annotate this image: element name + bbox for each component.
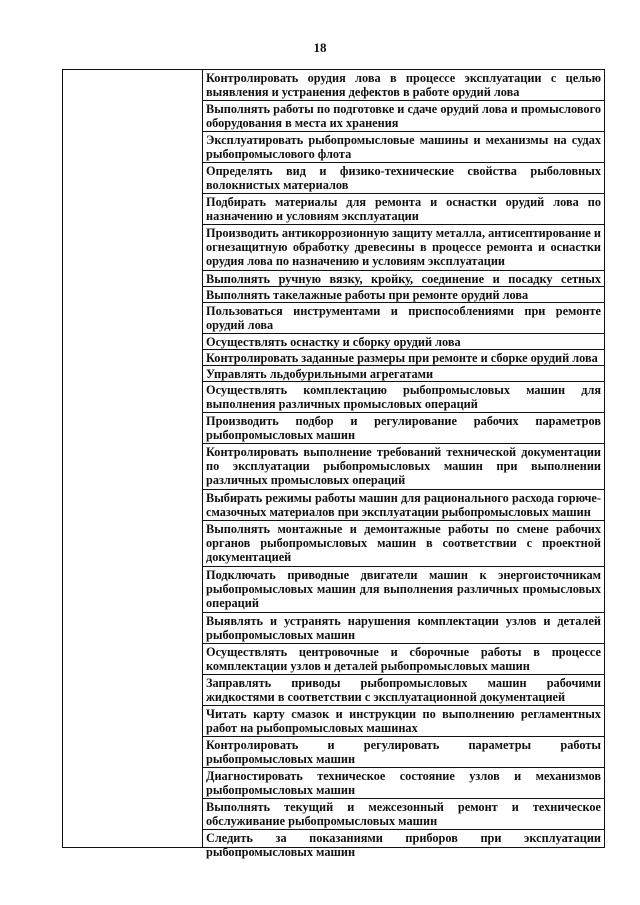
table-row: Диагностировать техническое состояние узлов и механизмов рыбопромысловых машин	[203, 768, 604, 799]
table-row: Осуществлять комплектацию рыбопромысловых машин для выполнения различных промысловых операций	[203, 382, 604, 413]
table-row: Управлять льдобурильными агрегатами	[203, 366, 604, 382]
table-row: Следить за показаниями приборов при эксплуатации рыбопромысловых машин	[206, 831, 601, 860]
table-row: Пользоваться инструментами и приспособлениями при ремонте орудий лова	[203, 303, 604, 334]
table-row: Подключать приводные двигатели машин к энергоисточникам рыбопромысловых машин для выполнения различных промысловых операций	[203, 567, 604, 613]
table-row: Выбирать режимы работы машин для рационального расхода горюче-смазочных материалов при эксплуатации рыбопромысловых машин	[203, 490, 604, 521]
table-row: Контролировать орудия лова в процессе эксплуатации с целью выявления и устранения дефектов в работе орудий лова	[203, 70, 604, 101]
skills-table	[62, 69, 605, 860]
table-row: Выполнять монтажные и демонтажные работы по смене рабочих органов рыбопромысловых машин в соответствии с проектной документацией	[203, 521, 604, 567]
table-row: Контролировать и регулировать параметры работы рыбопромысловых машин	[203, 737, 604, 768]
page-number: 18	[313, 40, 327, 55]
table-row: Определять вид и физико-технические свойства рыболовных волокнистых материалов	[203, 163, 604, 194]
table-row: Выполнять такелажные работы при ремонте орудий лова	[203, 287, 604, 303]
table-row: Выполнять ручную вязку, кройку, соединение и посадку сетных	[203, 271, 604, 287]
table-row: Контролировать выполнение требований технической документации по эксплуатации рыбопромысловых машин при выполнении различных промысловых операций	[203, 444, 604, 490]
table-row: Производить подбор и регулирование рабочих параметров рыбопромысловых машин	[203, 413, 604, 444]
table-left-column	[63, 70, 203, 847]
table-row: Осуществлять оснастку и сборку орудий лова	[203, 334, 604, 350]
table-row: Подбирать материалы для ремонта и оснастки орудий лова по назначению и условиям эксплуатации	[203, 194, 604, 225]
table-row: Читать карту смазок и инструкции по выполнению регламентных работ на рыбопромысловых машинах	[203, 706, 604, 737]
table-row: Осуществлять центровочные и сборочные работы в процессе комплектации узлов и деталей рыбопромысловых машин	[203, 644, 604, 675]
table-row: Выполнять работы по подготовке и сдаче орудий лова и промыслового оборудования в места их хранения	[203, 101, 604, 132]
table-row: Выполнять текущий и межсезонный ремонт и техническое обслуживание рыбопромысловых машин	[203, 799, 604, 830]
table-right-column	[203, 70, 604, 861]
table-row: Эксплуатировать рыбопромысловые машины и механизмы на судах рыбопромыслового флота	[203, 132, 604, 163]
table-row: Выявлять и устранять нарушения комплектации узлов и деталей рыбопромысловых машин	[203, 613, 604, 644]
table-row: Заправлять приводы рыбопромысловых машин рабочими жидкостями в соответствии с эксплуатационной документацией	[203, 675, 604, 706]
table-row: Производить антикоррозионную защиту металла, антисептирование и огнезащитную обработку древесины в процессе ремонта и оснастки орудия лова по назначению и условиям эксплуатации	[203, 225, 604, 271]
table-row: Контролировать заданные размеры при ремонте и сборке орудий лова	[203, 350, 604, 366]
